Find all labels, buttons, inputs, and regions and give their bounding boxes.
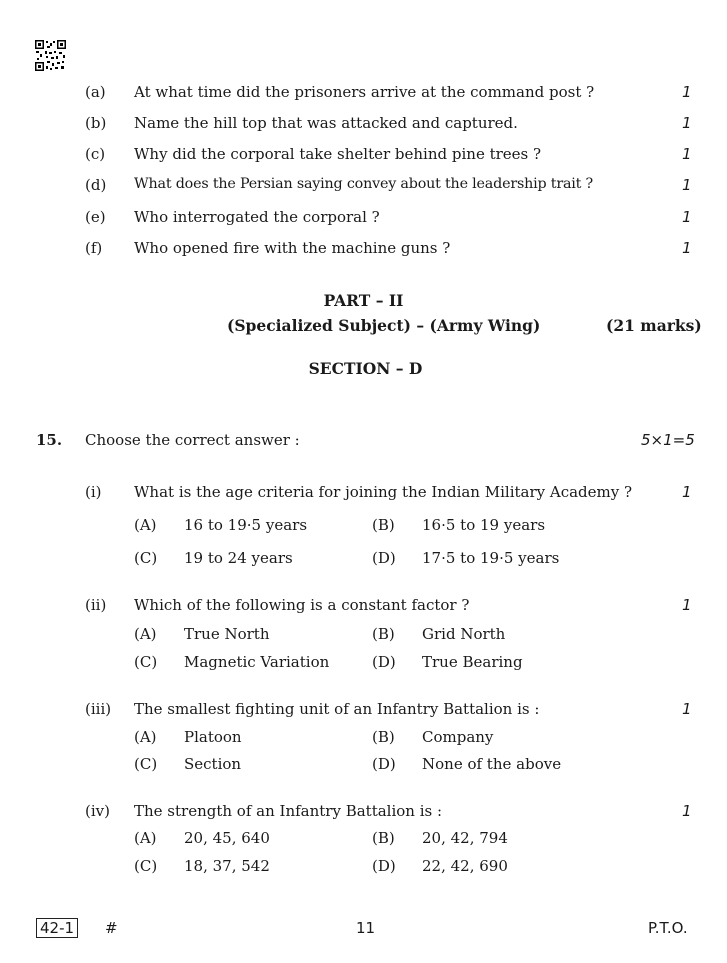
option-text: Grid North <box>422 625 506 643</box>
option-text: 16 to 19·5 years <box>184 516 308 534</box>
question-text: Who interrogated the corporal ? <box>134 208 380 226</box>
paper-code-badge: 42-1 <box>36 918 78 938</box>
question-item <box>0 176 727 198</box>
option-text: 17·5 to 19·5 years <box>422 549 560 567</box>
option-label: (C) <box>134 755 158 773</box>
question-label: (d) <box>85 176 107 194</box>
mcq-label: (iv) <box>85 802 110 820</box>
question-label: (c) <box>85 145 106 163</box>
option-text: True Bearing <box>422 653 523 671</box>
question-label: (e) <box>85 208 106 226</box>
option-label: (C) <box>134 857 158 875</box>
question-text: At what time did the prisoners arrive at the command post ? <box>134 83 595 101</box>
option-row <box>0 857 727 879</box>
question-marks: 1 <box>682 208 692 226</box>
question-text: Name the hill top that was attacked and captured. <box>134 114 518 132</box>
option-text: Magnetic Variation <box>184 653 330 671</box>
question-marks: 1 <box>682 145 692 163</box>
page-number: 11 <box>356 919 376 937</box>
option-text: Section <box>184 755 242 773</box>
option-text: Company <box>422 728 494 746</box>
option-label: (A) <box>134 829 157 847</box>
option-row <box>0 728 727 750</box>
mcq-item <box>0 483 727 505</box>
option-text: 16·5 to 19 years <box>422 516 546 534</box>
option-label: (B) <box>372 516 395 534</box>
question-marks: 1 <box>682 239 692 257</box>
question-item <box>0 239 727 261</box>
option-text: True North <box>184 625 270 643</box>
question-marks: 1 <box>682 176 692 194</box>
mcq-item <box>0 802 727 824</box>
question-marks: 1 <box>682 83 692 101</box>
mcq-label: (iii) <box>85 700 112 718</box>
section-title: SECTION – D <box>308 359 423 378</box>
option-text: None of the above <box>422 755 562 773</box>
question-prompt: Choose the correct answer : <box>85 431 300 449</box>
mcq-item <box>0 700 727 722</box>
mcq-text: The smallest fighting unit of an Infantry Battalion is : <box>134 700 540 718</box>
mcq-item <box>0 596 727 618</box>
option-row <box>0 653 727 675</box>
question-text: Why did the corporal take shelter behind pine trees ? <box>134 145 542 163</box>
option-label: (B) <box>372 829 395 847</box>
option-label: (D) <box>372 549 396 567</box>
mcq-label: (ii) <box>85 596 107 614</box>
option-label: (D) <box>372 857 396 875</box>
question-text: Who opened fire with the machine guns ? <box>134 239 451 257</box>
question-item <box>0 145 727 167</box>
question-text: What does the Persian saying convey about the leadership trait ? <box>134 176 594 192</box>
option-row <box>0 755 727 777</box>
option-row <box>0 516 727 538</box>
question-marks: 1 <box>682 114 692 132</box>
mcq-marks: 1 <box>682 802 692 820</box>
mcq-text: Which of the following is a constant factor ? <box>134 596 470 614</box>
question-label: (a) <box>85 83 106 101</box>
question-item <box>0 208 727 230</box>
question-item <box>0 114 727 136</box>
option-label: (B) <box>372 728 395 746</box>
question-total-marks: 5×1=5 <box>641 431 695 449</box>
option-row <box>0 549 727 571</box>
option-label: (A) <box>134 728 157 746</box>
option-label: (C) <box>134 653 158 671</box>
option-label: (B) <box>372 625 395 643</box>
part-title: PART – II <box>323 291 404 310</box>
question-label: (f) <box>85 239 103 257</box>
option-label: (C) <box>134 549 158 567</box>
option-text: 20, 45, 640 <box>184 829 270 847</box>
qr-code-icon <box>35 40 66 71</box>
option-label: (A) <box>134 516 157 534</box>
part-marks: (21 marks) <box>606 316 702 335</box>
option-text: Platoon <box>184 728 242 746</box>
option-row <box>0 625 727 647</box>
mcq-label: (i) <box>85 483 102 501</box>
pto-label: P.T.O. <box>648 919 688 937</box>
part-subtitle: (Specialized Subject) – (Army Wing) <box>227 316 541 335</box>
mcq-text: The strength of an Infantry Battalion is : <box>134 802 443 820</box>
question-label: (b) <box>85 114 107 132</box>
question-15-header <box>0 431 727 453</box>
option-row <box>0 829 727 851</box>
option-label: (D) <box>372 755 396 773</box>
mcq-marks: 1 <box>682 483 692 501</box>
question-item <box>0 83 727 105</box>
option-text: 18, 37, 542 <box>184 857 270 875</box>
option-text: 19 to 24 years <box>184 549 293 567</box>
option-label: (D) <box>372 653 396 671</box>
option-text: 20, 42, 794 <box>422 829 508 847</box>
mcq-marks: 1 <box>682 596 692 614</box>
question-number: 15. <box>36 431 63 449</box>
mcq-text: What is the age criteria for joining the Indian Military Academy ? <box>134 483 633 501</box>
mcq-marks: 1 <box>682 700 692 718</box>
hash-mark: # <box>105 919 118 937</box>
option-text: 22, 42, 690 <box>422 857 508 875</box>
option-label: (A) <box>134 625 157 643</box>
